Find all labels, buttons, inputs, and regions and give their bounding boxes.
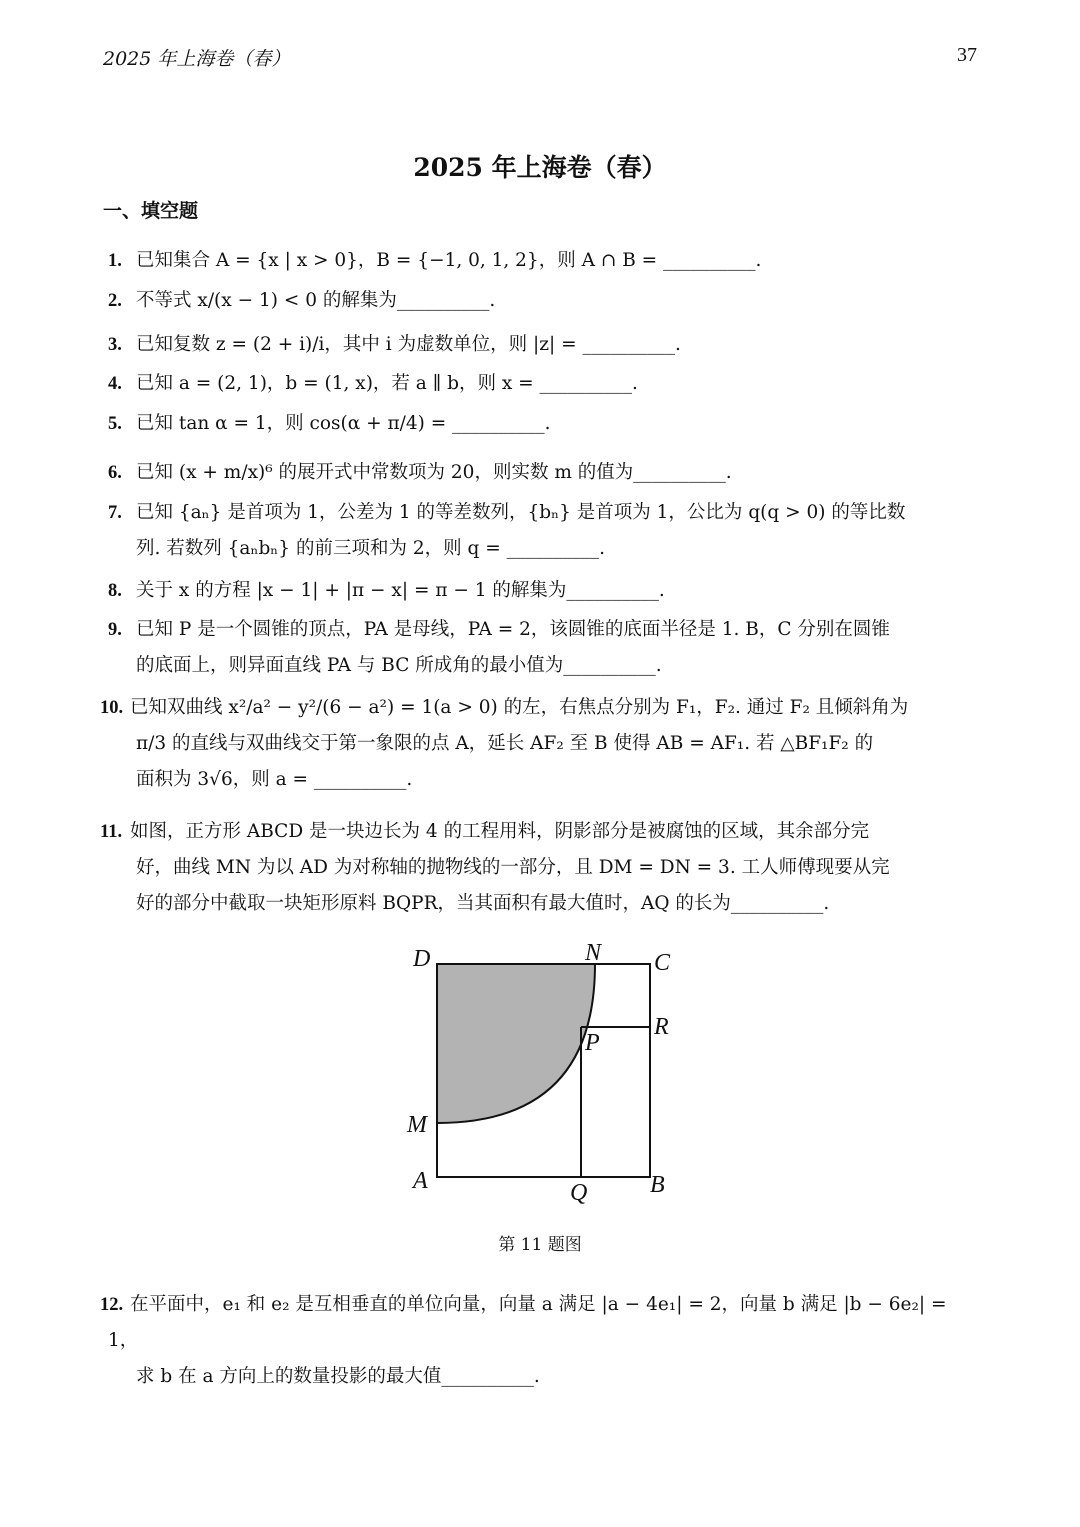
question-2 [108, 283, 978, 319]
page-title: 2025 年上海卷（春） [413, 153, 667, 182]
question-text: 已知集合 A = {x | x > 0}，B = {−1, 0, 1, 2}，则 A ∩ B = __________. [136, 250, 762, 271]
question-3 [108, 327, 978, 363]
question-text-line: 已知 {aₙ} 是首项为 1，公差为 1 的等差数列，{bₙ} 是首项为 1，公比为 q(q > 0) 的等比数 [136, 502, 906, 523]
question-number: 2. [108, 291, 122, 311]
question-text-line: 的底面上，则异面直线 PA 与 BC 所成角的最小值为__________. [136, 655, 662, 676]
question-number: 9. [108, 620, 122, 640]
page-header [103, 44, 977, 76]
question-5 [108, 406, 978, 442]
question-7 [108, 495, 978, 567]
question-text: 关于 x 的方程 |x − 1| + |π − x| = π − 1 的解集为__________. [136, 580, 665, 601]
square-diagram [405, 940, 705, 1210]
question-9 [108, 612, 978, 684]
label-b: B [650, 1172, 665, 1198]
running-title: 2025 年上海卷（春） [103, 48, 291, 70]
label-d: D [413, 946, 431, 972]
question-text-line: 已知双曲线 x²/a² − y²/(6 − a²) = 1(a > 0) 的左，右焦点分别为 F₁，F₂. 通过 F₂ 且倾斜角为 [130, 697, 909, 718]
question-text: 已知 (x + m/x)⁶ 的展开式中常数项为 20，则实数 m 的值为__________. [136, 462, 732, 483]
question-text-line: 好的部分中截取一块矩形原料 BQPR，当其面积有最大值时，AQ 的长为__________. [136, 893, 830, 914]
question-text-line: 已知 P 是一个圆锥的顶点，PA 是母线，PA = 2，该圆锥的底面半径是 1. B，C 分别在圆锥 [136, 619, 890, 640]
question-12 [100, 1287, 978, 1395]
question-8 [108, 573, 978, 609]
label-n: N [585, 940, 602, 966]
question-text-line: 求 b 在 a 方向上的数量投影的最大值__________. [136, 1366, 540, 1387]
question-6 [108, 455, 978, 491]
label-q: Q [570, 1180, 588, 1206]
question-10 [100, 690, 978, 798]
question-text: 已知 a = (2, 1)，b = (1, x)，若 a ∥ b，则 x = __________. [136, 373, 638, 394]
question-4 [108, 366, 978, 402]
question-text-line: 如图，正方形 ABCD 是一块边长为 4 的工程用料，阴影部分是被腐蚀的区域，其余部分完 [130, 821, 870, 842]
question-text-line: 面积为 3√6，则 a = __________. [136, 769, 413, 790]
question-number: 7. [108, 503, 122, 523]
label-p: P [585, 1030, 600, 1056]
question-text: 已知复数 z = (2 + i)/i，其中 i 为虚数单位，则 |z| = __________. [136, 334, 681, 355]
figure-11 [405, 940, 705, 1214]
label-a: A [413, 1168, 428, 1194]
question-text-line: π/3 的直线与双曲线交于第一象限的点 A，延长 AF₂ 至 B 使得 AB = AF₁. 若 △BF₁F₂ 的 [136, 733, 874, 754]
corroded-region [437, 964, 595, 1123]
label-r: R [654, 1014, 669, 1040]
question-number: 8. [108, 581, 122, 601]
question-text: 已知 tan α = 1，则 cos(α + π/4) = __________. [136, 413, 551, 434]
question-number: 11. [100, 822, 123, 842]
label-m: M [407, 1112, 427, 1138]
question-number: 6. [108, 463, 122, 483]
question-number: 3. [108, 335, 122, 355]
question-text: 不等式 x/(x − 1) < 0 的解集为__________. [136, 290, 496, 311]
question-11 [100, 814, 978, 922]
question-number: 1. [108, 251, 122, 271]
question-number: 10. [100, 698, 124, 718]
section-heading: 一、填空题 [103, 200, 199, 222]
question-text-line: 列. 若数列 {aₙbₙ} 的前三项和为 2，则 q = __________. [136, 538, 605, 559]
question-1 [108, 243, 978, 279]
question-text-line: 好，曲线 MN 为以 AD 为对称轴的抛物线的一部分，且 DM = DN = 3. 工人师傅现要从完 [136, 857, 890, 878]
question-number: 5. [108, 414, 122, 434]
page-number: 37 [957, 44, 977, 66]
label-c: C [654, 950, 671, 976]
figure-caption: 第 11 题图 [498, 1235, 582, 1255]
question-text-line: 在平面中，e₁ 和 e₂ 是互相垂直的单位向量，向量 a 满足 |a − 4e₁| = 2，向量 b 满足 |b − 6e₂| = 1， [108, 1294, 947, 1351]
question-number: 12. [100, 1295, 124, 1315]
question-number: 4. [108, 374, 122, 394]
